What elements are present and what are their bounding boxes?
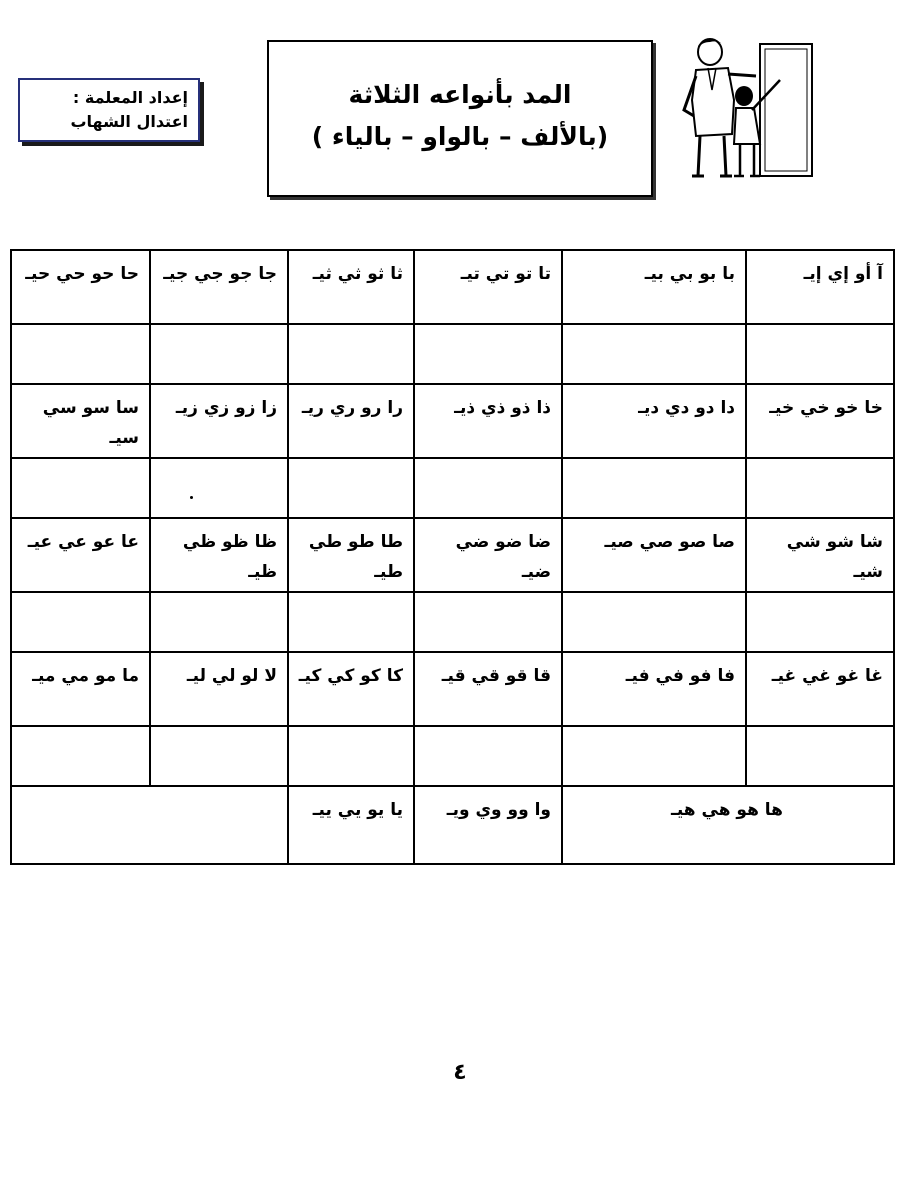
syllable-cell: جا جو جي جيـ — [150, 250, 288, 324]
teacher-credit-line1: إعداد المعلمة : — [72, 88, 188, 107]
writing-cell — [562, 458, 746, 518]
table-row — [11, 250, 894, 324]
writing-cell — [288, 458, 414, 518]
teacher-pointing-at-board-icon — [668, 30, 818, 180]
writing-cell — [150, 458, 288, 518]
writing-cell — [562, 592, 746, 652]
syllable-cell: غا غو غي غيـ — [746, 652, 894, 726]
syllable-cell: با بو بي بيـ — [562, 250, 746, 324]
writing-cell — [150, 324, 288, 384]
syllable-cell: يا يو يي ييـ — [288, 786, 414, 864]
syllable-cell: لا لو لي ليـ — [150, 652, 288, 726]
syllable-cell: خا خو خي خيـ — [746, 384, 894, 458]
lesson-subtitle: (بالألف – بالواو – بالياء ) — [311, 122, 609, 151]
table-row — [11, 518, 894, 592]
writing-cell — [11, 592, 150, 652]
writing-cell — [414, 458, 562, 518]
syllable-cell: ما مو مي ميـ — [11, 652, 150, 726]
syllable-cell: ذا ذو ذي ذيـ — [414, 384, 562, 458]
writing-row — [11, 726, 894, 786]
writing-cell — [562, 726, 746, 786]
writing-cell — [288, 726, 414, 786]
teacher-credit-box — [18, 78, 200, 142]
syllable-cell: تا تو تي تيـ — [414, 250, 562, 324]
writing-cell — [562, 324, 746, 384]
writing-cell — [288, 592, 414, 652]
writing-cell — [414, 324, 562, 384]
syllable-cell: طا طو طي طيـ — [288, 518, 414, 592]
syllables-table — [10, 249, 895, 865]
syllable-cell: فا فو في فيـ — [562, 652, 746, 726]
syllable-cell: دا دو دي ديـ — [562, 384, 746, 458]
writing-cell — [11, 324, 150, 384]
syllable-cell: آ أو إي إيـ — [746, 250, 894, 324]
syllable-cell: حا حو حي حيـ — [11, 250, 150, 324]
stray-dot — [190, 496, 193, 499]
lesson-title-box — [267, 40, 653, 197]
writing-cell — [150, 726, 288, 786]
writing-cell — [11, 458, 150, 518]
table-row — [11, 786, 894, 864]
writing-cell — [746, 458, 894, 518]
syllable-cell: صا صو صي صيـ — [562, 518, 746, 592]
table-row — [11, 384, 894, 458]
writing-cell — [150, 592, 288, 652]
writing-cell — [288, 324, 414, 384]
syllable-cell: وا وو وي ويـ — [414, 786, 562, 864]
syllable-cell: ثا ثو ثي ثيـ — [288, 250, 414, 324]
syllable-cell: ها هو هي هيـ — [562, 786, 894, 864]
writing-cell — [11, 726, 150, 786]
syllable-cell: عا عو عي عيـ — [11, 518, 150, 592]
writing-cell — [746, 726, 894, 786]
lesson-title: المد بأنواعه الثلاثة — [348, 80, 572, 109]
writing-cell — [746, 592, 894, 652]
writing-cell — [414, 726, 562, 786]
syllable-cell: ظا ظو ظي ظيـ — [150, 518, 288, 592]
writing-cell — [746, 324, 894, 384]
syllable-cell: ضا ضو ضي ضيـ — [414, 518, 562, 592]
syllable-cell: را رو ري ريـ — [288, 384, 414, 458]
table-row — [11, 652, 894, 726]
page-number: ٤ — [453, 1060, 467, 1085]
syllable-cell: كا كو كي كيـ — [288, 652, 414, 726]
writing-row — [11, 592, 894, 652]
writing-row — [11, 324, 894, 384]
syllable-cell: شا شو شي شيـ — [746, 518, 894, 592]
syllable-cell: قا قو قي قيـ — [414, 652, 562, 726]
empty-cell — [11, 786, 288, 864]
syllable-cell: سا سو سي سيـ — [11, 384, 150, 458]
writing-row — [11, 458, 894, 518]
teacher-credit-line2: اعتدال الشهاب — [70, 112, 188, 131]
writing-cell — [414, 592, 562, 652]
syllable-cell: زا زو زي زيـ — [150, 384, 288, 458]
